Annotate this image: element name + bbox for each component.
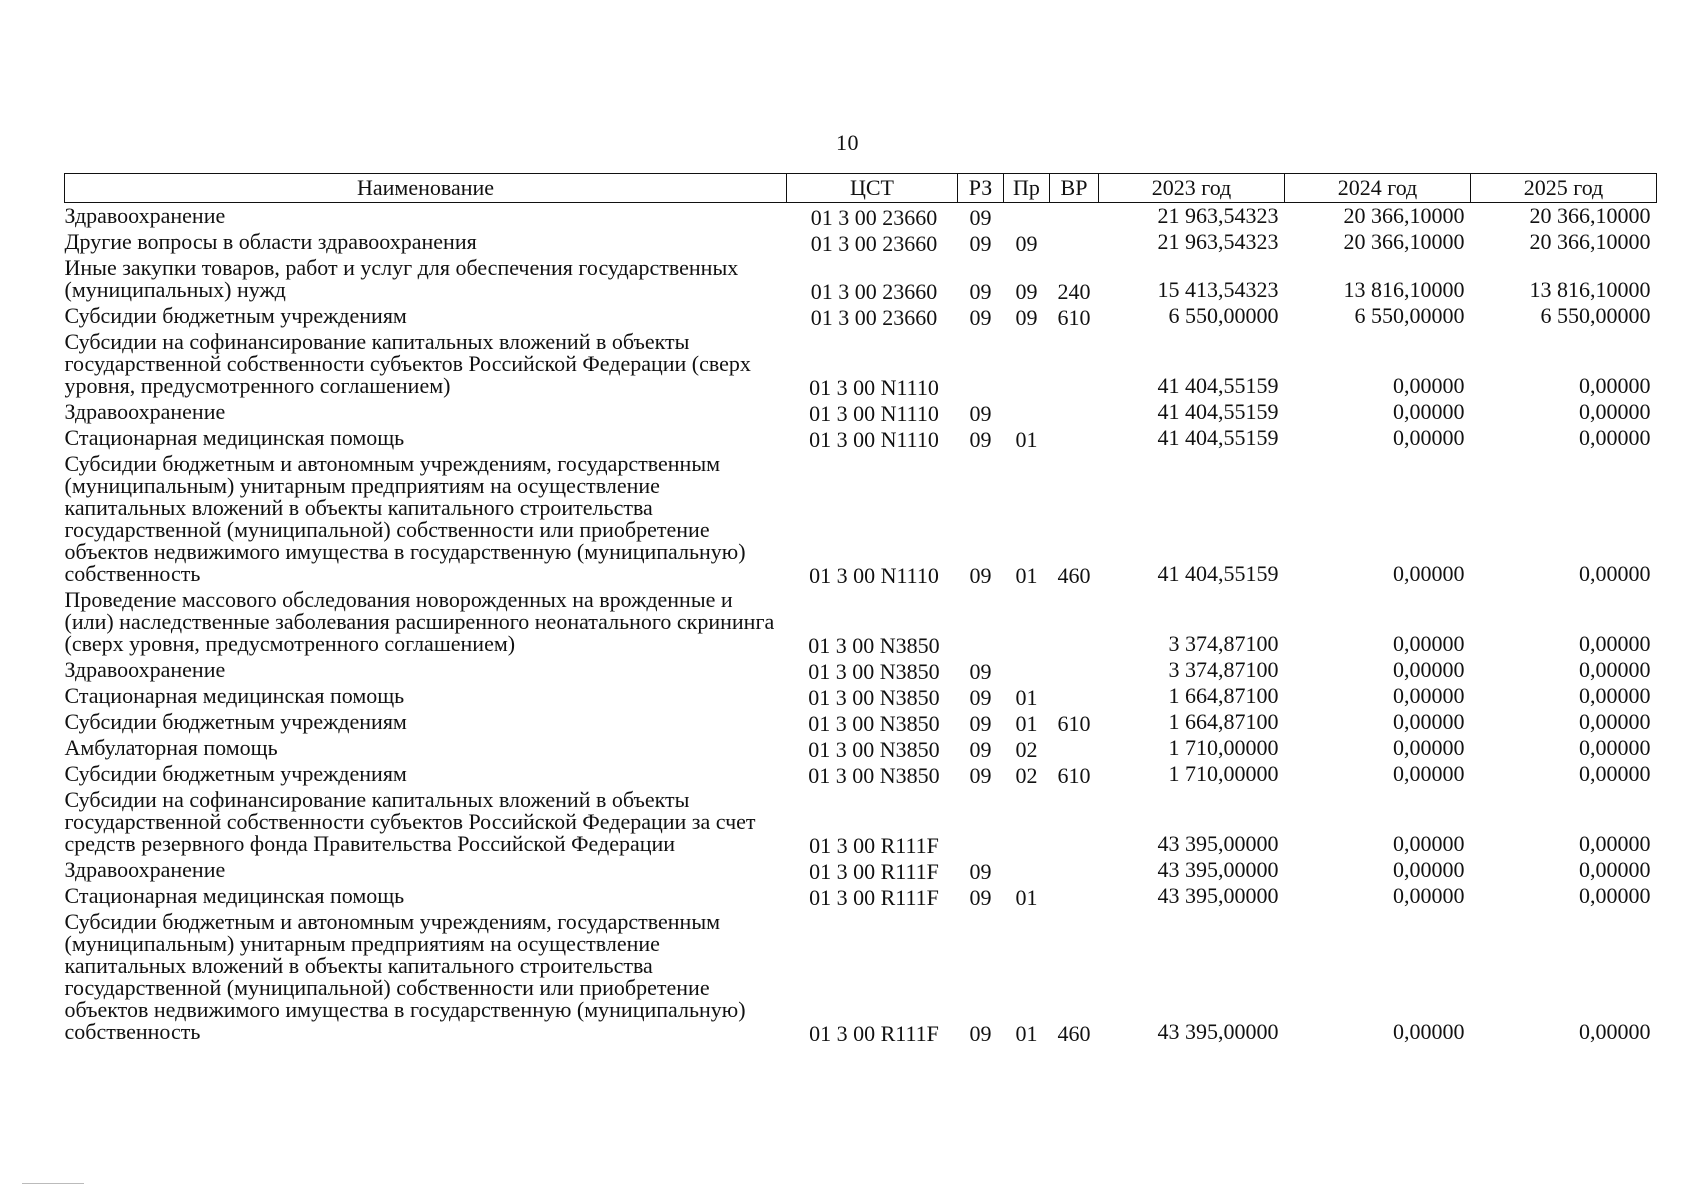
table-row — [65, 909, 1657, 1045]
table-row — [65, 735, 1657, 761]
row-name: Иные закупки товаров, работ и услуг для обеспечения государственных (муниципальных) нужд — [64, 255, 739, 302]
row-amount-2023: 43 395,00000 — [1157, 883, 1279, 908]
row-amount-2023: 41 404,55159 — [1157, 373, 1279, 398]
row-vr-code — [1050, 883, 1099, 909]
row-amount-2024: 0,00000 — [1393, 1019, 1465, 1044]
row-vr-code — [1050, 857, 1099, 883]
table-row — [65, 203, 1657, 230]
table-row — [65, 425, 1657, 451]
row-vr-code: 240 — [1057, 279, 1091, 304]
row-rz-code: 09 — [969, 885, 992, 910]
row-amount-2025: 0,00000 — [1579, 373, 1651, 398]
row-amount-2023: 21 963,54323 — [1157, 229, 1279, 254]
table-header — [65, 174, 1657, 203]
table-row — [65, 683, 1657, 709]
row-vr-code: 460 — [1057, 1021, 1091, 1046]
row-name: Субсидии бюджетным и автономным учреждениям, государственным (муниципальным) унитарным предприятиям на осуществление капитальных вложений в объекты капитального строительства государственной (муниципальной) собственности или приобретение объектов недвижимого имущества в государственную (муниципальную) собственность — [64, 451, 746, 586]
row-amount-2024: 0,00000 — [1393, 373, 1465, 398]
row-cst-code: 01 3 00 23660 — [810, 279, 938, 304]
header-cst: ЦСТ — [787, 174, 958, 203]
row-amount-2024: 0,00000 — [1393, 857, 1465, 882]
table-row — [65, 883, 1657, 909]
row-amount-2023: 3 374,87100 — [1168, 657, 1279, 682]
row-amount-2023: 21 963,54323 — [1157, 203, 1279, 228]
row-vr-code — [1050, 399, 1099, 425]
row-rz-code: 09 — [969, 563, 992, 588]
row-amount-2023: 41 404,55159 — [1157, 425, 1279, 450]
row-amount-2025: 13 816,10000 — [1529, 277, 1651, 302]
row-amount-2025: 0,00000 — [1579, 631, 1651, 656]
row-rz-code — [958, 587, 1004, 657]
row-cst-code: 01 3 00 N1110 — [809, 427, 939, 452]
row-vr-code: 460 — [1057, 563, 1091, 588]
row-amount-2025: 0,00000 — [1579, 657, 1651, 682]
row-cst-code: 01 3 00 23660 — [810, 231, 938, 256]
row-amount-2023: 15 413,54323 — [1157, 277, 1279, 302]
row-cst-code: 01 3 00 R111F — [809, 885, 939, 910]
row-name: Субсидии бюджетным учреждениям — [64, 761, 407, 786]
header-rz: РЗ — [958, 174, 1004, 203]
row-amount-2024: 0,00000 — [1393, 761, 1465, 786]
row-name: Субсидии бюджетным учреждениям — [64, 303, 407, 328]
row-name: Субсидии на софинансирование капитальных вложений в объекты государственной собственности субъектов Российской Федерации за счет средств резервного фонда Правительства Российской Федерации — [64, 787, 756, 856]
row-pr-code: 01 — [1015, 711, 1038, 736]
row-amount-2024: 6 550,00000 — [1354, 303, 1465, 328]
row-rz-code: 09 — [969, 659, 992, 684]
row-amount-2025: 0,00000 — [1579, 425, 1651, 450]
row-amount-2024: 0,00000 — [1393, 561, 1465, 586]
row-pr-code — [1004, 787, 1050, 857]
row-name: Здравоохранение — [64, 657, 226, 682]
row-amount-2023: 1 664,87100 — [1168, 683, 1279, 708]
row-rz-code: 09 — [969, 205, 992, 230]
row-amount-2025: 20 366,10000 — [1529, 203, 1651, 228]
row-amount-2025: 0,00000 — [1579, 399, 1651, 424]
row-vr-code — [1050, 735, 1099, 761]
row-amount-2025: 0,00000 — [1579, 761, 1651, 786]
row-amount-2024: 0,00000 — [1393, 735, 1465, 760]
row-rz-code: 09 — [969, 737, 992, 762]
row-amount-2023: 41 404,55159 — [1157, 399, 1279, 424]
row-name: Субсидии бюджетным учреждениям — [64, 709, 407, 734]
row-amount-2024: 0,00000 — [1393, 657, 1465, 682]
row-name: Стационарная медицинская помощь — [64, 883, 405, 908]
row-amount-2025: 0,00000 — [1579, 683, 1651, 708]
table-row — [65, 587, 1657, 657]
row-pr-code: 09 — [1015, 305, 1038, 330]
row-rz-code: 09 — [969, 279, 992, 304]
row-pr-code: 09 — [1015, 279, 1038, 304]
row-rz-code: 09 — [969, 763, 992, 788]
row-amount-2023: 41 404,55159 — [1157, 561, 1279, 586]
row-name: Здравоохранение — [64, 203, 226, 228]
row-vr-code: 610 — [1057, 305, 1091, 330]
row-cst-code: 01 3 00 23660 — [810, 205, 938, 230]
row-amount-2023: 1 710,00000 — [1168, 735, 1279, 760]
row-pr-code: 02 — [1015, 737, 1038, 762]
row-amount-2025: 6 550,00000 — [1540, 303, 1651, 328]
table-row — [65, 857, 1657, 883]
row-amount-2023: 1 664,87100 — [1168, 709, 1279, 734]
row-rz-code: 09 — [969, 427, 992, 452]
row-amount-2025: 0,00000 — [1579, 561, 1651, 586]
row-amount-2024: 0,00000 — [1393, 709, 1465, 734]
row-vr-code — [1050, 657, 1099, 683]
row-name: Субсидии на софинансирование капитальных вложений в объекты государственной собственности субъектов Российской Федерации (сверх уровня, предусмотренного соглашением) — [64, 329, 751, 398]
row-amount-2025: 0,00000 — [1579, 709, 1651, 734]
table-row — [65, 761, 1657, 787]
row-name: Субсидии бюджетным и автономным учреждениям, государственным (муниципальным) унитарным предприятиям на осуществление капитальных вложений в объекты капитального строительства государственной (муниципальной) собственности или приобретение объектов недвижимого имущества в государственную (муниципальную) собственность — [64, 909, 746, 1044]
row-pr-code — [1004, 587, 1050, 657]
row-rz-code: 09 — [969, 859, 992, 884]
row-rz-code: 09 — [969, 1021, 992, 1046]
row-vr-code — [1050, 425, 1099, 451]
row-amount-2023: 6 550,00000 — [1168, 303, 1279, 328]
row-name: Здравоохранение — [64, 857, 226, 882]
row-cst-code: 01 3 00 N3850 — [808, 685, 940, 710]
table-row — [65, 303, 1657, 329]
row-cst-code: 01 3 00 N1110 — [809, 563, 939, 588]
row-amount-2025: 0,00000 — [1579, 857, 1651, 882]
row-amount-2025: 0,00000 — [1579, 735, 1651, 760]
table-body — [65, 203, 1657, 1046]
row-cst-code: 01 3 00 23660 — [810, 305, 938, 330]
row-pr-code: 01 — [1015, 1021, 1038, 1046]
scan-footer-mark — [22, 1183, 84, 1184]
row-amount-2024: 20 366,10000 — [1343, 229, 1465, 254]
row-rz-code: 09 — [969, 231, 992, 256]
row-vr-code — [1050, 683, 1099, 709]
row-name: Другие вопросы в области здравоохранения — [64, 229, 477, 254]
row-amount-2025: 0,00000 — [1579, 1019, 1651, 1044]
row-name: Амбулаторная помощь — [64, 735, 278, 760]
row-vr-code — [1050, 787, 1099, 857]
row-pr-code: 01 — [1015, 563, 1038, 588]
row-amount-2024: 0,00000 — [1393, 883, 1465, 908]
row-amount-2023: 43 395,00000 — [1157, 1019, 1279, 1044]
row-vr-code: 610 — [1057, 711, 1091, 736]
row-amount-2024: 13 816,10000 — [1343, 277, 1465, 302]
row-vr-code — [1050, 229, 1099, 255]
row-amount-2023: 3 374,87100 — [1168, 631, 1279, 656]
table-row — [65, 399, 1657, 425]
header-vr: ВР — [1050, 174, 1099, 203]
table-row — [65, 229, 1657, 255]
row-pr-code — [1004, 399, 1050, 425]
table-row — [65, 329, 1657, 399]
row-name: Здравоохранение — [64, 399, 226, 424]
row-cst-code: 01 3 00 N3850 — [808, 763, 940, 788]
row-pr-code — [1004, 203, 1050, 230]
row-amount-2024: 20 366,10000 — [1343, 203, 1465, 228]
row-name: Проведение массового обследования новорожденных на врожденные и (или) наследственные заболевания расширенного неонатального скрининга (сверх уровня, предусмотренного соглашением) — [64, 587, 775, 656]
table-row — [65, 255, 1657, 303]
row-pr-code: 01 — [1015, 885, 1038, 910]
row-pr-code: 09 — [1015, 231, 1038, 256]
table-row — [65, 709, 1657, 735]
row-vr-code — [1050, 203, 1099, 230]
row-amount-2023: 43 395,00000 — [1157, 831, 1279, 856]
row-amount-2025: 0,00000 — [1579, 831, 1651, 856]
header-2023: 2023 год — [1099, 174, 1285, 203]
row-amount-2024: 0,00000 — [1393, 399, 1465, 424]
row-vr-code — [1050, 587, 1099, 657]
row-amount-2024: 0,00000 — [1393, 425, 1465, 450]
row-amount-2024: 0,00000 — [1393, 831, 1465, 856]
row-cst-code: 01 3 00 R111F — [809, 859, 939, 884]
row-rz-code: 09 — [969, 401, 992, 426]
row-cst-code: 01 3 00 R111F — [809, 833, 939, 858]
table-row — [65, 451, 1657, 587]
row-vr-code — [1050, 329, 1099, 399]
row-rz-code: 09 — [969, 305, 992, 330]
table-row — [65, 787, 1657, 857]
row-amount-2023: 43 395,00000 — [1157, 857, 1279, 882]
header-2025: 2025 год — [1471, 174, 1657, 203]
row-pr-code: 02 — [1015, 763, 1038, 788]
row-cst-code: 01 3 00 N3850 — [808, 633, 940, 658]
row-rz-code — [958, 329, 1004, 399]
budget-table-container — [64, 173, 1656, 1045]
row-pr-code — [1004, 857, 1050, 883]
row-pr-code: 01 — [1015, 685, 1038, 710]
row-pr-code — [1004, 329, 1050, 399]
page-number: 10 — [836, 130, 859, 155]
header-pr: Пр — [1004, 174, 1050, 203]
row-cst-code: 01 3 00 N3850 — [808, 737, 940, 762]
row-pr-code — [1004, 657, 1050, 683]
row-vr-code: 610 — [1057, 763, 1091, 788]
row-cst-code: 01 3 00 N1110 — [809, 375, 939, 400]
row-name: Стационарная медицинская помощь — [64, 683, 405, 708]
row-amount-2025: 20 366,10000 — [1529, 229, 1651, 254]
row-rz-code: 09 — [969, 685, 992, 710]
row-amount-2025: 0,00000 — [1579, 883, 1651, 908]
row-amount-2023: 1 710,00000 — [1168, 761, 1279, 786]
budget-table — [64, 173, 1657, 1045]
row-cst-code: 01 3 00 N3850 — [808, 659, 940, 684]
row-amount-2024: 0,00000 — [1393, 631, 1465, 656]
row-pr-code: 01 — [1015, 427, 1038, 452]
row-cst-code: 01 3 00 N1110 — [809, 401, 939, 426]
header-name: Наименование — [65, 174, 787, 203]
row-cst-code: 01 3 00 R111F — [809, 1021, 939, 1046]
table-row — [65, 657, 1657, 683]
row-name: Стационарная медицинская помощь — [64, 425, 405, 450]
row-rz-code: 09 — [969, 711, 992, 736]
row-cst-code: 01 3 00 N3850 — [808, 711, 940, 736]
header-2024: 2024 год — [1285, 174, 1471, 203]
row-amount-2024: 0,00000 — [1393, 683, 1465, 708]
row-rz-code — [958, 787, 1004, 857]
